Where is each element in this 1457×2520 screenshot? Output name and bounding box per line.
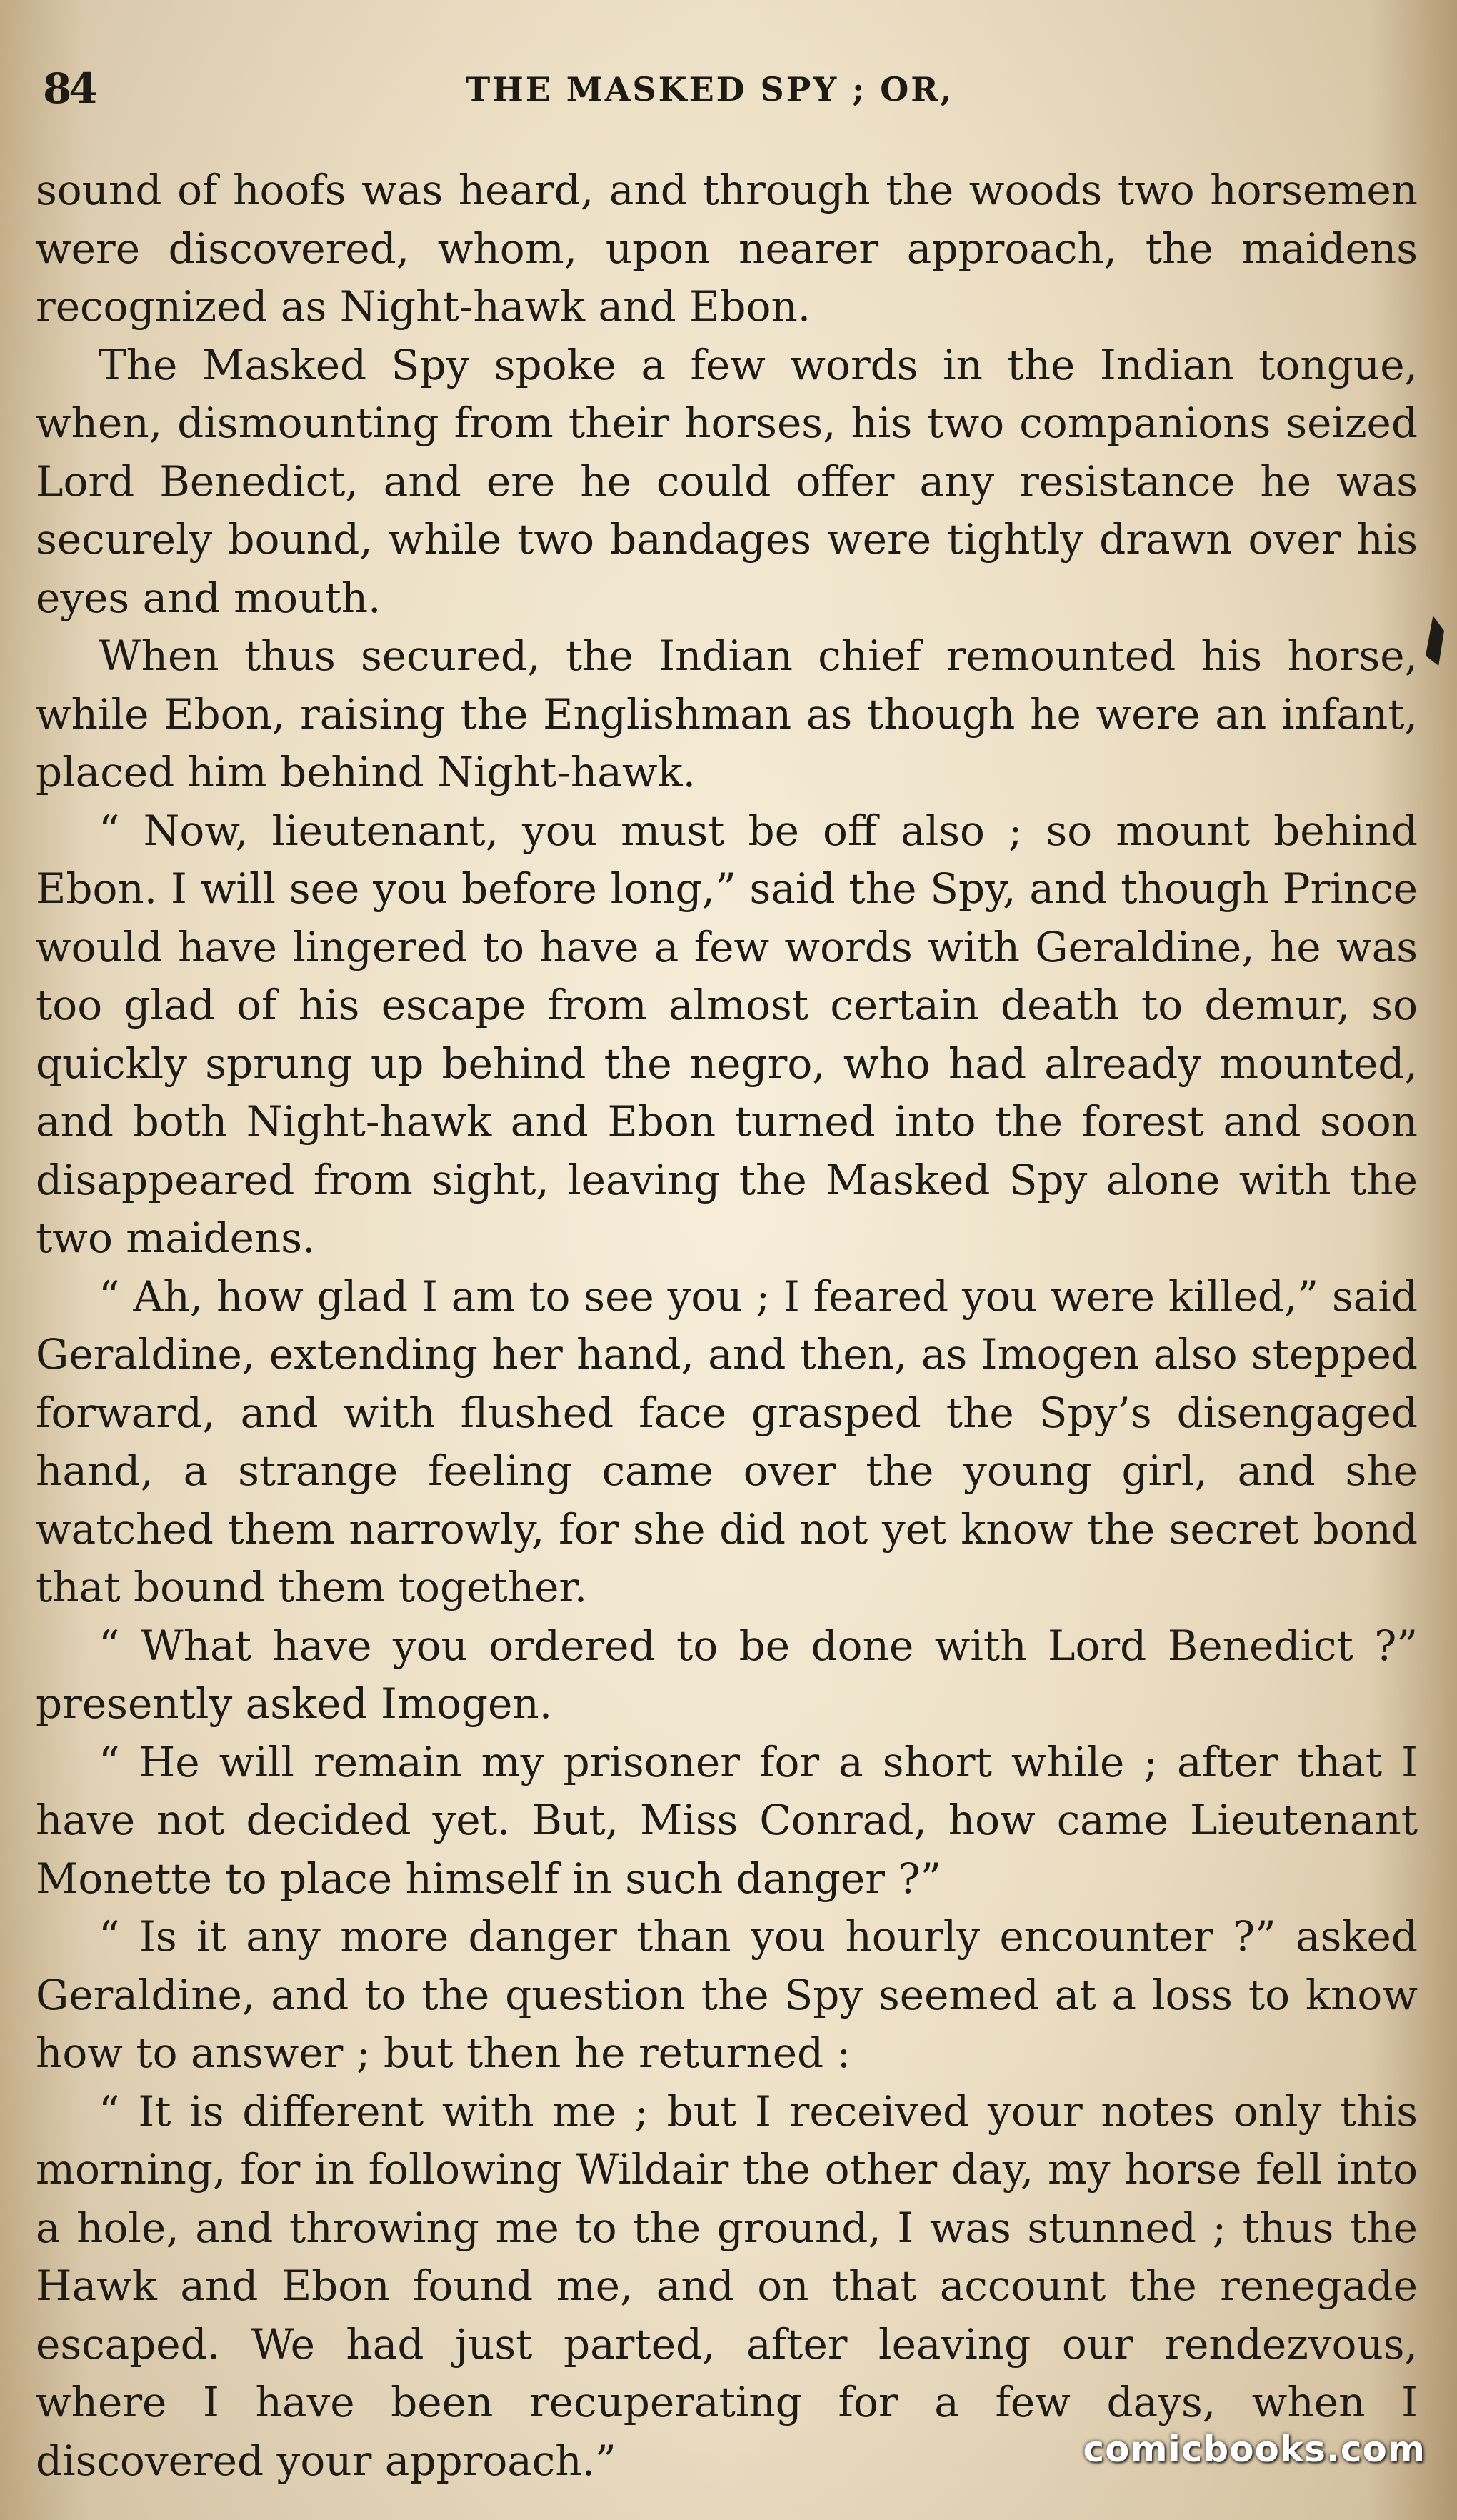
paragraph: “ Ah, how glad I am to see you ; I feared you were killed,” said Geraldine, extending her hand, and then, as Imogen also stepped forward, and with flushed face grasped the Spy’s disengaged hand, a strange feeling came over the young girl, and she watched them narrowly, for she did not yet know the secret bond that bound them together. [36,1271,1418,1611]
paragraph: When thus secured, the Indian chief remounted his horse, while Ebon, raising the Englishman as though he were an infant, placed him behind Night-hawk. [36,631,1418,796]
paragraph: The Masked Spy spoke a few words in the Indian tongue, when, dismounting from their horses, his two companions seized Lord Benedict, and ere he could offer any resistance he was securely bound, while two bandages were tightly drawn over his eyes and mouth. [36,340,1418,622]
watermark-text: comicbooks.com [1083,2429,1426,2470]
page-number: 84 [43,64,95,113]
paragraph: “ What have you ordered to be done with Lord Benedict ?” presently asked Imogen. [36,1621,1418,1728]
running-title: THE MASKED SPY ; OR, [466,70,954,109]
paragraph: “ It is different with me ; but I received your notes only this morning, for in following Wildair the other day, my horse fell into a hole, and throwing me to the ground, I was stunned ; thus the Hawk and Ebon found me, and on that account the renegade escaped. We had just parted, after leaving our rendezvous, where I have been recuperating for a few days, when I discovered your approach.” [36,2086,1418,2485]
body-text [36,161,1418,2490]
ink-smudge [1426,616,1444,666]
paragraph: sound of hoofs was heard, and through the woods two horsemen were discovered, whom, upon nearer approach, the maidens recognized as Night-hawk and Ebon. [36,166,1418,331]
paragraph: “ He will remain my prisoner for a short while ; after that I have not decided yet. But, Miss Conrad, how came Lieutenant Monette to place himself in such danger ?” [36,1737,1418,1903]
page-header [37,56,1423,120]
paragraph: “ Is it any more danger than you hourly encounter ?” asked Geraldine, and to the question the Spy seemed at a loss to know how to answer ; but then he returned : [36,1912,1418,2077]
paragraph: “ Now, lieutenant, you must be off also ; so mount behind Ebon. I will see you before long,” said the Spy, and though Prince would have lingered to have a few words with Geraldine, he was too glad of his escape from almost certain death to demur, so quickly sprung up behind the negro, who had already mounted, and both Night-hawk and Ebon turned into the forest and soon disappeared from sight, leaving the Masked Spy alone with the two maidens. [36,806,1418,1262]
